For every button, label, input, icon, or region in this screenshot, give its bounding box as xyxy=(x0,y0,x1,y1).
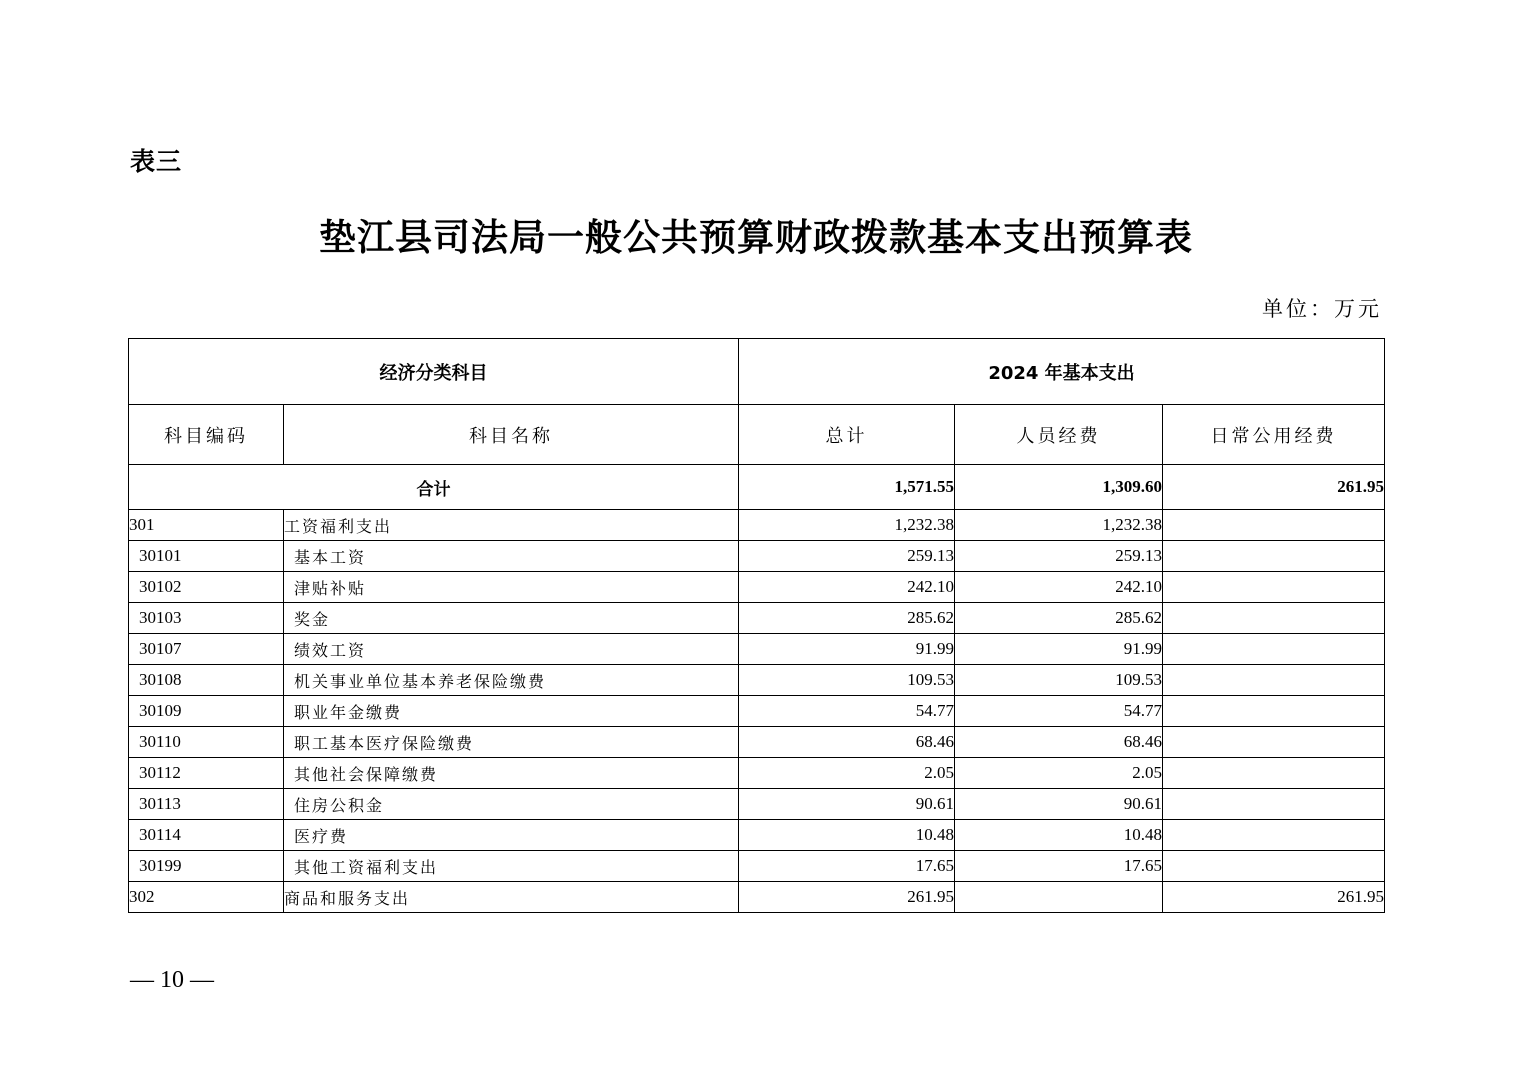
summary-row xyxy=(129,465,1385,510)
cell-name: 住房公积金 xyxy=(284,789,739,820)
cell-code: 302 xyxy=(129,882,284,913)
cell-personnel: 90.61 xyxy=(955,789,1163,820)
cell-name: 工资福利支出 xyxy=(284,510,739,541)
cell-personnel: 285.62 xyxy=(955,603,1163,634)
table-row xyxy=(129,510,1385,541)
table-row xyxy=(129,727,1385,758)
budget-table xyxy=(128,338,1385,913)
table-row xyxy=(129,820,1385,851)
cell-public xyxy=(1163,727,1385,758)
table-row xyxy=(129,572,1385,603)
cell-personnel: 242.10 xyxy=(955,572,1163,603)
cell-personnel: 109.53 xyxy=(955,665,1163,696)
table-number-label: 表三 xyxy=(130,147,183,176)
cell-public: 261.95 xyxy=(1163,882,1385,913)
cell-code: 30199 xyxy=(129,851,284,882)
summary-label: 合计 xyxy=(129,465,739,510)
cell-code: 30112 xyxy=(129,758,284,789)
cell-name: 商品和服务支出 xyxy=(284,882,739,913)
cell-public xyxy=(1163,789,1385,820)
cell-total: 242.10 xyxy=(739,572,955,603)
cell-total: 1,232.38 xyxy=(739,510,955,541)
cell-public xyxy=(1163,572,1385,603)
cell-code: 30101 xyxy=(129,541,284,572)
cell-name: 医疗费 xyxy=(284,820,739,851)
cell-personnel: 17.65 xyxy=(955,851,1163,882)
table-row xyxy=(129,882,1385,913)
cell-total: 90.61 xyxy=(739,789,955,820)
cell-total: 10.48 xyxy=(739,820,955,851)
group-header-economic-category: 经济分类科目 xyxy=(129,339,739,405)
table-row xyxy=(129,603,1385,634)
unit-label: 单位：万元 xyxy=(1262,297,1382,321)
cell-code: 30102 xyxy=(129,572,284,603)
summary-personnel: 1,309.60 xyxy=(955,465,1163,510)
column-header-total: 总计 xyxy=(739,405,955,465)
cell-name: 津贴补贴 xyxy=(284,572,739,603)
table-row xyxy=(129,758,1385,789)
cell-name: 职业年金缴费 xyxy=(284,696,739,727)
cell-code: 30107 xyxy=(129,634,284,665)
cell-public xyxy=(1163,510,1385,541)
column-header-name: 科目名称 xyxy=(284,405,739,465)
cell-total: 91.99 xyxy=(739,634,955,665)
summary-public: 261.95 xyxy=(1163,465,1385,510)
cell-personnel: 2.05 xyxy=(955,758,1163,789)
cell-public xyxy=(1163,634,1385,665)
cell-name: 其他工资福利支出 xyxy=(284,851,739,882)
cell-code: 30114 xyxy=(129,820,284,851)
cell-public xyxy=(1163,820,1385,851)
cell-name: 绩效工资 xyxy=(284,634,739,665)
cell-total: 259.13 xyxy=(739,541,955,572)
cell-total: 285.62 xyxy=(739,603,955,634)
column-header-row xyxy=(129,405,1385,465)
table-row xyxy=(129,789,1385,820)
cell-name: 职工基本医疗保险缴费 xyxy=(284,727,739,758)
cell-public xyxy=(1163,851,1385,882)
cell-public xyxy=(1163,696,1385,727)
group-header-basic-expenditure: 2024 年基本支出 xyxy=(739,339,1385,405)
cell-total: 17.65 xyxy=(739,851,955,882)
group-header-row xyxy=(129,339,1385,405)
table-row xyxy=(129,541,1385,572)
cell-public xyxy=(1163,541,1385,572)
column-header-public: 日常公用经费 xyxy=(1163,405,1385,465)
cell-name: 基本工资 xyxy=(284,541,739,572)
cell-total: 261.95 xyxy=(739,882,955,913)
cell-personnel: 91.99 xyxy=(955,634,1163,665)
cell-code: 30108 xyxy=(129,665,284,696)
cell-public xyxy=(1163,758,1385,789)
cell-code: 30110 xyxy=(129,727,284,758)
document-title: 垫江县司法局一般公共预算财政拨款基本支出预算表 xyxy=(319,216,1193,259)
table-row xyxy=(129,696,1385,727)
cell-name: 其他社会保障缴费 xyxy=(284,758,739,789)
cell-personnel: 10.48 xyxy=(955,820,1163,851)
cell-code: 30103 xyxy=(129,603,284,634)
cell-public xyxy=(1163,603,1385,634)
cell-personnel: 54.77 xyxy=(955,696,1163,727)
cell-total: 68.46 xyxy=(739,727,955,758)
cell-personnel xyxy=(955,882,1163,913)
summary-total: 1,571.55 xyxy=(739,465,955,510)
table-row xyxy=(129,665,1385,696)
column-header-personnel: 人员经费 xyxy=(955,405,1163,465)
cell-code: 301 xyxy=(129,510,284,541)
table-row xyxy=(129,634,1385,665)
cell-total: 54.77 xyxy=(739,696,955,727)
cell-total: 2.05 xyxy=(739,758,955,789)
cell-personnel: 1,232.38 xyxy=(955,510,1163,541)
cell-personnel: 68.46 xyxy=(955,727,1163,758)
cell-name: 奖金 xyxy=(284,603,739,634)
cell-code: 30109 xyxy=(129,696,284,727)
table-row xyxy=(129,851,1385,882)
page-number: — 10 — xyxy=(130,967,214,993)
cell-public xyxy=(1163,665,1385,696)
cell-total: 109.53 xyxy=(739,665,955,696)
cell-name: 机关事业单位基本养老保险缴费 xyxy=(284,665,739,696)
cell-personnel: 259.13 xyxy=(955,541,1163,572)
column-header-code: 科目编码 xyxy=(129,405,284,465)
cell-code: 30113 xyxy=(129,789,284,820)
